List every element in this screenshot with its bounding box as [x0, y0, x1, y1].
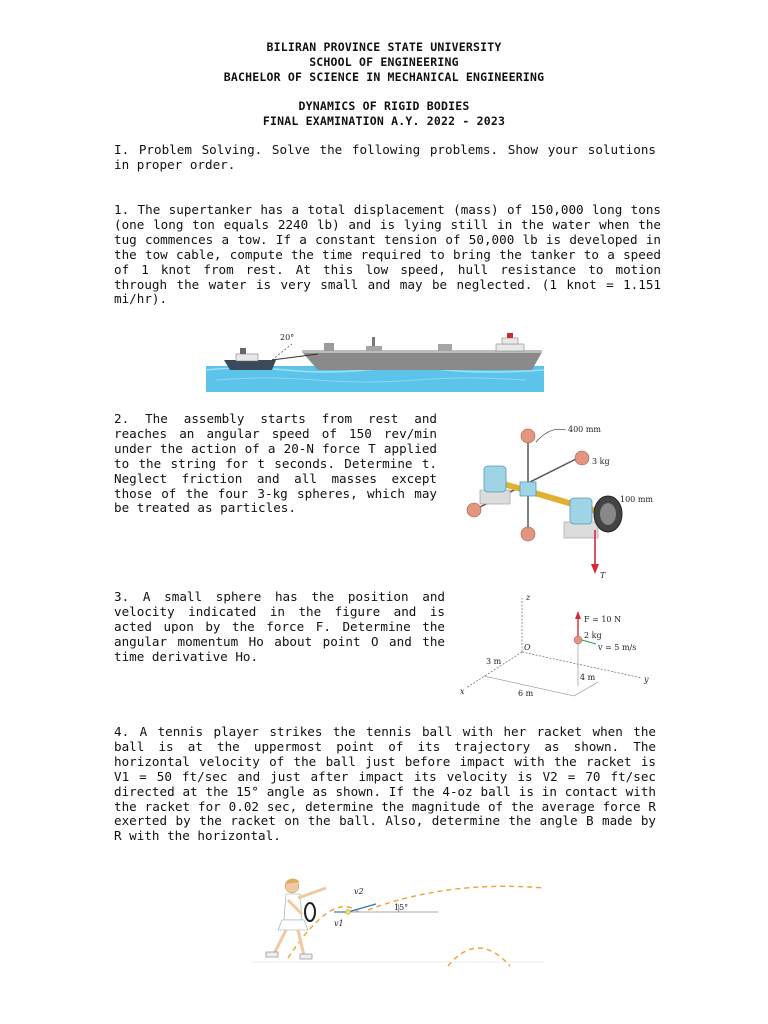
dim-3m-label: 3 m [486, 657, 502, 666]
sphere-bottom [521, 527, 535, 541]
sphere-right [575, 451, 589, 465]
force-label: F = 10 N [584, 615, 622, 624]
v2-label: v2 [354, 887, 364, 896]
sphere-position-figure [456, 592, 656, 700]
mass-label: 2 kg [584, 631, 602, 640]
sphere-top [521, 429, 535, 443]
radius-400-label: 400 mm [568, 425, 601, 434]
program-name: BACHELOR OF SCIENCE IN MECHANICAL ENGINEERING [223, 70, 545, 84]
problem-2-text: 2. The assembly starts from rest and reaches an angular speed of 150 rev/min under the action of a 20-N force T applied to the string for t seconds. Determine t. Neglect friction and all masses except those of the four 3-kg spheres, which may be treated as particles. [114, 411, 437, 516]
dim-6m-label: 6 m [518, 689, 534, 698]
y-axis-label: y [644, 675, 649, 684]
document-header [0, 40, 768, 129]
tug-hull [224, 360, 276, 370]
university-name: BILIRAN PROVINCE STATE UNIVERSITY [266, 40, 502, 54]
radius-100-label: 100 mm [620, 495, 653, 504]
dim-4m-label: 4 m [580, 673, 596, 682]
tanker-hull [302, 352, 542, 370]
supertanker-figure [206, 330, 544, 392]
problem-1-text: 1. The supertanker has a total displacement (mass) of 150,000 long tons (one long ton equals 2240 lb) and is lying still in the water when the tug commences a tow. If a constant tension of 50,000 lb is developed in the tow cable, compute the time required to bring the tanker to a speed of 1 knot from rest. At this low speed, hull resistance to motion through the water is very small and may be neglected. (1 knot = 1.151 mi/hr). [114, 202, 661, 307]
tow-angle-label: 20° [280, 333, 295, 342]
force-T-label: T [600, 571, 606, 580]
course-title: DYNAMICS OF RIGID BODIES [298, 99, 470, 113]
sphere-left [467, 503, 481, 517]
v1-label: v1 [334, 919, 344, 928]
x-axis-label: x [460, 687, 465, 696]
velocity-label: v = 5 m/s [598, 643, 637, 652]
problem-4-text: 4. A tennis player strikes the tennis ball with her racket when the ball is at the uppermost point of its trajectory as shown. The horizontal velocity of the ball just before impact with the racket is V1 = 50 ft/sec and just after impact its velocity is V2 = 70 ft/sec directed at the 15° angle as shown. If the 4-oz ball is in contact with the racket for 0.02 sec, determine the magnitude of the average force R exerted by the racket on the ball. Also, determine the angle B made by R with the horizontal. [114, 724, 656, 844]
z-axis-label: z [526, 593, 531, 602]
exam-title: FINAL EXAMINATION A.Y. 2022 - 2023 [262, 114, 506, 128]
problem-3-text: 3. A small sphere has the position and velocity indicated in the figure and is acted upon by the force F. Determine the angular momentum Ho about point O and the time derivative Ho. [114, 589, 445, 664]
tennis-player-figure [248, 870, 548, 970]
school-name: SCHOOL OF ENGINEERING [309, 55, 459, 69]
rotating-assembly-figure [460, 418, 660, 584]
instructions: I. Problem Solving. Solve the following problems. Show your solutions in proper order. [114, 142, 656, 172]
origin-label: O [524, 643, 531, 652]
sphere-mass-label: 3 kg [592, 457, 610, 466]
angle-15-label: 15° [394, 903, 409, 912]
